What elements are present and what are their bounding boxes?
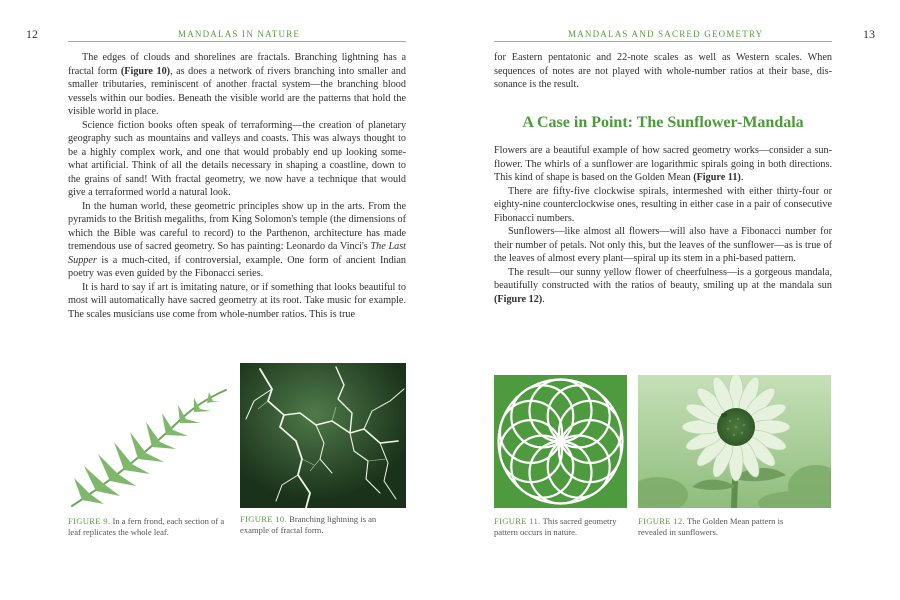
right-paragraph-3: Sunflowers—like almost all flowers—will also have a Fibonacci number for their number of petals. Not only this, but the leaves of the sunflower—as is true of the leaves of almost every plant—spiral up its stem in a phi-based pattern. [494,226,832,264]
figure-10-label: FIGURE 10. [240,514,287,524]
figure-12-caption-text: The Golden Mean pattern is revealed in sunflowers. [638,516,784,537]
figure-9-label: FIGURE 9. [68,516,111,526]
right-paragraph-1 [494,144,832,185]
figure-12-label: FIGURE 12. [638,516,685,526]
left-p3-text-a: In the human world, these geometric principles show up in the arts. From the pyramids to the British megaliths, from King Solomon's temple (the dimensions of which the Bible was careful to record) to the Parthenon, architecture has made tremendous use of sacred geometry. So has painting: Leonardo da Vinci's [68,200,406,252]
sunflower-icon [638,375,831,508]
figure-12-reference: (Figure 12) [494,293,543,305]
left-p1-text-a: The edges of clouds and shorelines are fractals. Branching lightning has a fractal form [68,52,406,77]
left-paragraph-3 [68,200,406,281]
right-p4-text-a: The result—our sunny yellow flower of cheerfulness—is a gorgeous mandala, beautifully constructed with the ratios of beauty, smiling up at the mandala sun [494,266,832,291]
right-paragraph-2: There are fifty-five clockwise spirals, intermeshed with either thirty-four or eighty-nine counterclockwise ones, resulting in either case in a pair of consecutive Fibonacci numbers. [494,185,832,224]
figure-11-label: FIGURE 11. [494,516,541,526]
figure-11-reference: (Figure 11) [693,172,741,183]
right-body-text [494,144,832,306]
figure-9-caption [68,516,230,537]
figure-10-reference: (Figure 10) [120,65,171,77]
right-p4-text-b: . [542,293,545,305]
left-body-text [68,51,406,321]
right-p1-text-b: . [740,172,744,183]
figure-10-caption [240,514,406,535]
left-p1-text-b: , as does a network of rivers branching into smaller and smaller tributaries, reminiscent of another fractal system—the branching blood vessels within our bodies. Beneath the visible world are the patterns that hold the visible world in place. [68,65,406,117]
right-intro-paragraph: for Eastern pentatonic and 22-note scales as well as Western scales. When sequences of notes are not played with whole-number ratios at their base, dis-sonance is the result. [494,52,832,90]
last-supper-title: The Last Supper [68,241,406,266]
left-paragraph-2: Science fiction books often speak of terraforming—the creation of planetary geography such as mountains and valleys and coasts. This was always thought to be a highly complex work, and one that would probably end up looking some-what artificial. Think of all the details necessary in shaping a coastline, down to the grains of sand! With fractal geometry, we now have a technique that would give a terraformed world a natural look. [68,119,406,198]
figure-9-caption-text: In a fern frond, each section of a leaf replicates the whole leaf. [68,516,225,537]
right-intro-text [494,51,832,92]
right-page-number: 13 [863,27,875,41]
right-paragraph-4 [494,266,832,307]
left-paragraph-1 [68,51,406,119]
section-heading: A Case in Point: The Sunflower-Mandala [522,114,804,131]
figure-11-caption [494,516,634,537]
right-header-rule [494,41,832,42]
left-p3-text-b: is a much-cited, if controversial, example. One form of ancient Indian poetry was even guided by the Fibonacci series. [68,254,406,279]
right-running-head: MANDALAS AND SACRED GEOMETRY [568,29,764,39]
right-p1-text-a: Flowers are a beautiful example of how sacred geometry works—consider a sun-flower. The whirls of a sunflower are logarithmic spirals going in both directions. This kind of shape is based on the Golden Mean [494,145,832,183]
figure-10-caption-text: Branching lightning is an example of fractal form. [240,514,377,535]
lightning-icon [240,363,406,508]
left-page-number: 12 [26,27,38,41]
sacred-geometry-icon [494,375,627,508]
figure-11-caption-text: This sacred geometry pattern occurs in nature. [494,516,617,537]
figure-12-caption [638,516,798,537]
left-running-head: MANDALAS IN NATURE [178,29,301,39]
fern-leaf-icon [68,382,232,508]
left-header-rule [68,41,406,42]
left-paragraph-4: It is hard to say if art is imitating nature, or if something that looks beautiful to most will automatically have sacred geometry at its root. Take music for example. The scales musicians use come from whole-number ratios. This is true [68,281,406,320]
